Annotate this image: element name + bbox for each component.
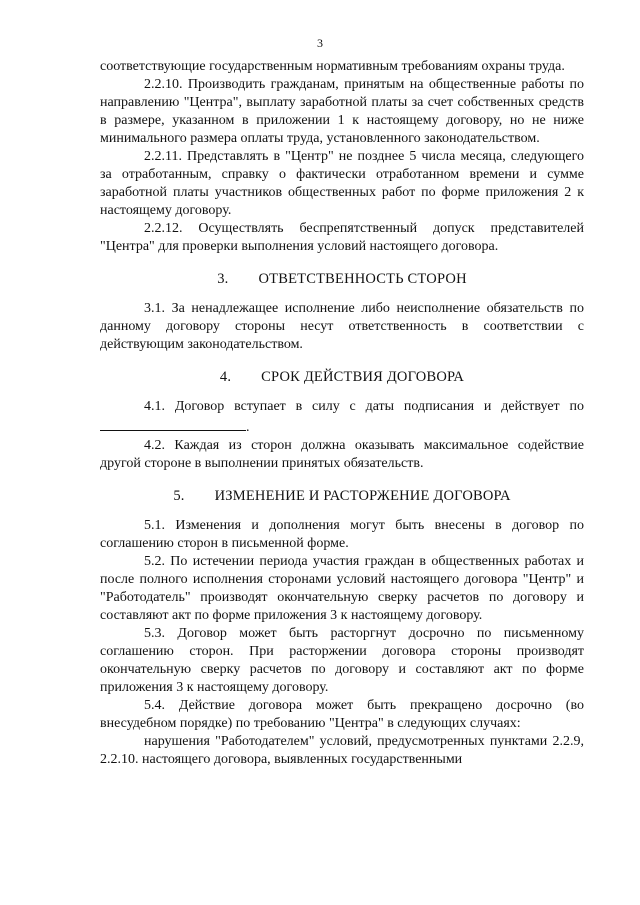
section-3-title: ОТВЕТСТВЕННОСТЬ СТОРОН — [258, 271, 467, 287]
clause-4-1-end: . — [246, 420, 250, 435]
section-5-title: ИЗМЕНЕНИЕ И РАСТОРЖЕНИЕ ДОГОВОРА — [214, 488, 511, 504]
page-number: 3 — [317, 36, 323, 50]
document-body — [100, 58, 584, 769]
section-4-number: 4. — [219, 369, 232, 385]
section-3-number: 3. — [217, 271, 229, 287]
clause-3-1: 3.1. За ненадлежащее исполнение либо неисполнение обязательств по данному договору стороны несут ответственность в соответствии с действующим законодательством. — [100, 301, 584, 352]
clause-5-3: 5.3. Договор может быть расторгнут досрочно по письменному соглашению сторон. При расторжении договора стороны производят окончательную сверку расчетов по договору и составляют акт по форме приложения 3 к настоящему договору. — [100, 626, 584, 695]
clause-2-2-10: 2.2.10. Производить гражданам, принятым на общественные работы по направлению "Центра", выплату заработной платы за счет собственных средств в размере, указанном в приложении 1 к настоящему договору, но не ниже минимального размера оплаты труда, установленного законодательством. — [100, 77, 584, 146]
clause-5-4-item: нарушения "Работодателем" условий, предусмотренных пунктами 2.2.9, 2.2.10. настоящего договора, выявленных государственными — [100, 734, 584, 767]
clause-4-1 — [100, 398, 584, 437]
section-5-number: 5. — [173, 488, 185, 504]
section-4-title: СРОК ДЕЙСТВИЯ ДОГОВОРА — [261, 369, 465, 385]
clause-4-1-text: 4.1. Договор вступает в силу с даты подписания и действует по — [144, 399, 584, 414]
clause-5-2: 5.2. По истечении периода участия граждан в общественных работах и после полного исполнения сторонами условий настоящего договора "Центр" и "Работодатель" производят окончательную сверку расчетов по договору и составляют акт по форме приложения 3 к настоящему договору. — [100, 554, 584, 623]
clause-2-2-12: 2.2.12. Осуществлять беспрепятственный допуск представителей "Центра" для проверки выполнения условий настоящего договора. — [100, 221, 584, 254]
continuation-paragraph: соответствующие государственным нормативным требованиям охраны труда. — [100, 59, 565, 74]
section-4-heading — [100, 368, 584, 386]
section-3-heading — [100, 270, 584, 288]
date-blank-line — [100, 416, 246, 431]
clause-2-2-11: 2.2.11. Представлять в "Центр" не позднее 5 числа месяца, следующего за отработанным, справку о фактически отработанном времени и сумме заработной платы участников общественных работ по форме приложения 2 к настоящему договору. — [100, 149, 584, 218]
clause-5-4: 5.4. Действие договора может быть прекращено досрочно (во внесудебном порядке) по требованию "Центра" в следующих случаях: — [100, 698, 584, 731]
clause-4-2: 4.2. Каждая из сторон должна оказывать максимальное содействие другой стороне в выполнении принятых обязательств. — [100, 438, 584, 471]
clause-5-1: 5.1. Изменения и дополнения могут быть внесены в договор по соглашению сторон в письменной форме. — [100, 518, 584, 551]
section-5-heading — [100, 487, 584, 505]
